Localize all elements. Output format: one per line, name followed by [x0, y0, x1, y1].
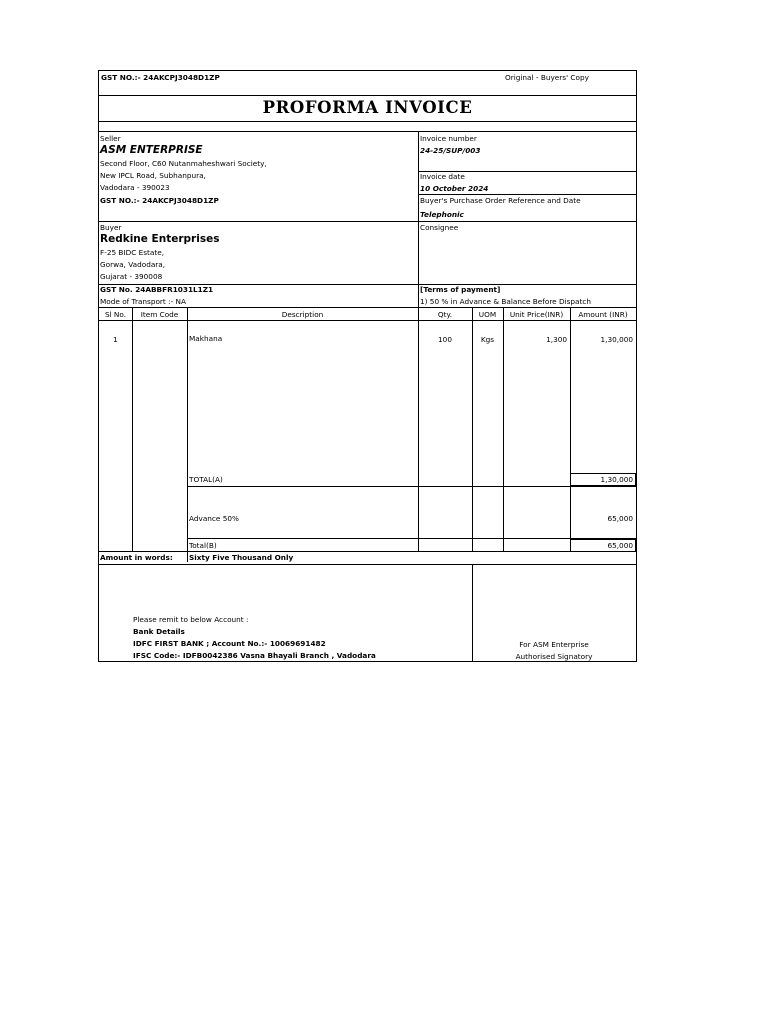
col-header-qty: Qty. [437, 310, 453, 319]
seller-address-line: New IPCL Road, Subhanpura, [100, 171, 206, 180]
divider [418, 194, 636, 195]
row-unit-price: 1,300 [546, 335, 567, 344]
bank-intro: Please remit to below Account : [133, 615, 249, 624]
total-b-label: Total(B) [189, 541, 217, 550]
payment-terms: 1) 50 % in Advance & Balance Before Dispatch [420, 297, 592, 306]
payment-terms-label: [Terms of payment] [420, 285, 501, 294]
signature-role: Authorised Signatory [515, 652, 593, 661]
divider [99, 564, 636, 565]
divider [99, 320, 636, 321]
total-b-amount: 65,000 [607, 541, 633, 550]
total-a-amount: 1,30,000 [600, 475, 633, 484]
advance-label: Advance 50% [189, 514, 239, 523]
bank-ifsc-line: IFSC Code:- IDFB0042386 Vasna Bhayali Branch , Vadodara [133, 651, 376, 660]
buyer-address-line: F-25 BIDC Estate, [100, 248, 165, 257]
col-header-description: Description [281, 310, 324, 319]
gst-number-top: GST NO.:- 24AKCPJ3048D1ZP [101, 73, 220, 82]
divider [99, 121, 636, 122]
divider [99, 307, 636, 308]
amount-in-words: Sixty Five Thousand Only [189, 553, 294, 562]
proforma-invoice-document [98, 70, 637, 662]
row-description: Makhana [189, 334, 223, 343]
divider [99, 131, 636, 132]
col-header-unit-price: Unit Price(INR) [509, 310, 564, 319]
invoice-number-label: Invoice number [420, 134, 477, 143]
divider [99, 221, 636, 222]
seller-gst: GST NO.:- 24AKCPJ3048D1ZP [100, 196, 219, 205]
seller-address-line: Second Floor, C60 Nutanmaheshwari Society, [100, 159, 267, 168]
row-sl-no: 1 [113, 335, 118, 344]
col-header-amount: Amount (INR) [578, 310, 628, 319]
seller-name: ASM ENTERPRISE [100, 144, 203, 156]
buyer-gst: GST No. 24ABBFR1031L1Z1 [100, 285, 214, 294]
divider [99, 551, 636, 552]
row-qty: 100 [438, 335, 452, 344]
seller-address-line: Vadodara - 390023 [100, 183, 170, 192]
divider [418, 311, 419, 552]
page-title: PROFORMA INVOICE [262, 98, 473, 117]
row-uom: Kgs [480, 335, 495, 344]
invoice-number: 24-25/SUP/003 [420, 146, 481, 155]
signature-company: For ASM Enterprise [519, 640, 589, 649]
advance-amount: 65,000 [607, 514, 633, 523]
col-header-item-code: Item Code [140, 310, 179, 319]
divider [132, 307, 133, 552]
invoice-date-label: Invoice date [420, 172, 465, 181]
total-a-label: TOTAL(A) [189, 475, 223, 484]
col-header-uom: UOM [478, 310, 497, 319]
divider [187, 538, 636, 539]
buyer-name: Redkine Enterprises [100, 233, 220, 245]
divider [187, 307, 188, 562]
seller-label: Seller [100, 134, 121, 143]
bank-heading: Bank Details [133, 627, 185, 636]
consignee-label: Consignee [420, 223, 459, 232]
po-reference-label: Buyer's Purchase Order Reference and Date [420, 196, 581, 205]
row-amount: 1,30,000 [600, 335, 633, 344]
divider [99, 95, 636, 96]
transport-mode: Mode of Transport :- NA [100, 297, 186, 306]
invoice-date: 10 October 2024 [420, 184, 489, 193]
po-reference-value: Telephonic [420, 210, 464, 219]
divider [187, 486, 636, 487]
copy-label: Original - Buyers' Copy [505, 73, 589, 82]
buyer-label: Buyer [100, 223, 122, 232]
col-header-sl-no: Sl No. [104, 310, 127, 319]
bank-account-line: IDFC FIRST BANK ; Account No.:- 10069691482 [133, 639, 326, 648]
amount-in-words-label: Amount in words: [100, 553, 173, 562]
buyer-address-line: Gujarat - 390008 [100, 272, 163, 281]
buyer-address-line: Gorwa, Vadodara, [100, 260, 166, 269]
